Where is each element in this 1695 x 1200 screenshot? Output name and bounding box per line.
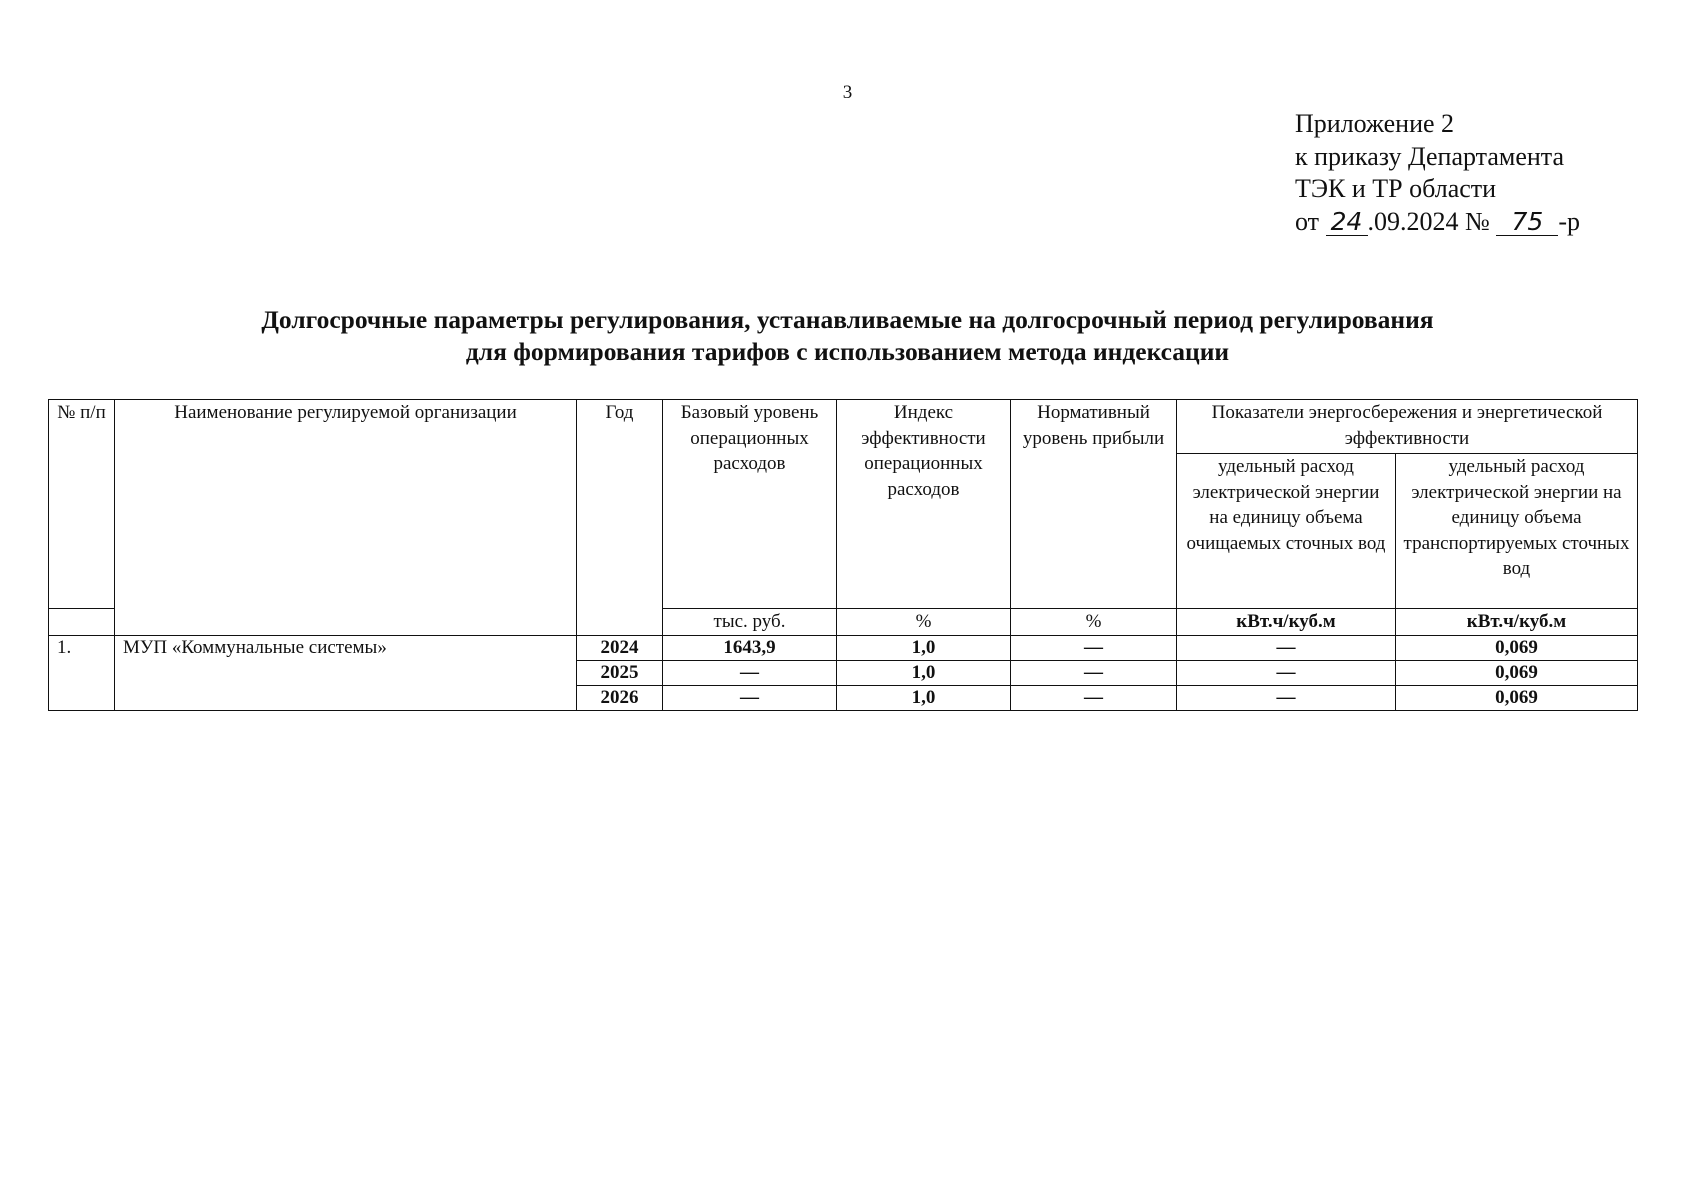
table-row bbox=[49, 636, 1638, 661]
row-profit: — bbox=[1011, 661, 1177, 686]
unit-energy-clean: кВт.ч/куб.м bbox=[1177, 609, 1396, 636]
date-rest: .09.2024 № bbox=[1367, 206, 1497, 236]
date-prefix: от bbox=[1295, 206, 1326, 236]
header-name: Наименование регулируемой организации bbox=[115, 400, 577, 636]
header-profit-level: Нормативный уровень прибыли bbox=[1011, 400, 1177, 609]
row-energy-clean: — bbox=[1177, 636, 1396, 661]
row-base: 1643,9 bbox=[663, 636, 837, 661]
header-num: № п/п bbox=[49, 400, 115, 609]
row-energy-clean: — bbox=[1177, 686, 1396, 711]
unit-profit: % bbox=[1011, 609, 1177, 636]
row-index: 1,0 bbox=[837, 686, 1011, 711]
title-line-2: для формирования тарифов с использованием метода индексации bbox=[465, 337, 1230, 366]
row-index: 1,0 bbox=[837, 661, 1011, 686]
row-energy-transport: 0,069 bbox=[1396, 686, 1638, 711]
handwritten-day: 24 bbox=[1326, 209, 1368, 236]
handwritten-order-number: 75 bbox=[1496, 209, 1558, 236]
units-num-blank bbox=[49, 609, 115, 636]
row-profit: — bbox=[1011, 686, 1177, 711]
row-year: 2026 bbox=[577, 686, 663, 711]
appendix-title: Приложение 2 bbox=[1295, 109, 1455, 138]
appendix-block bbox=[1295, 108, 1580, 238]
row-energy-clean: — bbox=[1177, 661, 1396, 686]
row-energy-transport: 0,069 bbox=[1396, 636, 1638, 661]
header-row bbox=[49, 400, 1638, 454]
row-profit: — bbox=[1011, 636, 1177, 661]
row-energy-transport: 0,069 bbox=[1396, 661, 1638, 686]
appendix-order-ref: к приказу Департамента bbox=[1295, 141, 1565, 171]
page-number: 3 bbox=[842, 82, 853, 103]
title-line-1: Долгосрочные параметры регулирования, устанавливаемые на долгосрочный период регулирования bbox=[261, 305, 1434, 334]
org-number: 1. bbox=[49, 636, 115, 711]
row-base: — bbox=[663, 661, 837, 686]
unit-energy-transport: кВт.ч/куб.м bbox=[1396, 609, 1638, 636]
header-energy-clean: удельный расход электрической энергии на единицу объема очищаемых сточных вод bbox=[1177, 454, 1396, 609]
parameters-table bbox=[48, 399, 1638, 711]
header-energy-transport: удельный расход электрической энергии на единицу объема транспортируемых сточных вод bbox=[1396, 454, 1638, 609]
appendix-department: ТЭК и ТР области bbox=[1295, 174, 1497, 203]
unit-index: % bbox=[837, 609, 1011, 636]
row-index: 1,0 bbox=[837, 636, 1011, 661]
header-efficiency-index: Индекс эффективности операционных расходов bbox=[837, 400, 1011, 609]
row-year: 2025 bbox=[577, 661, 663, 686]
document-title bbox=[0, 304, 1695, 368]
appendix-date-line bbox=[1295, 206, 1580, 239]
row-base: — bbox=[663, 686, 837, 711]
order-suffix: -р bbox=[1558, 206, 1581, 236]
header-year: Год bbox=[577, 400, 663, 636]
row-year: 2024 bbox=[577, 636, 663, 661]
org-name: МУП «Коммунальные системы» bbox=[115, 636, 577, 711]
header-energy-group: Показатели энергосбережения и энергетической эффективности bbox=[1177, 400, 1638, 454]
header-base-level: Базовый уровень операционных расходов bbox=[663, 400, 837, 609]
unit-base: тыс. руб. bbox=[663, 609, 837, 636]
